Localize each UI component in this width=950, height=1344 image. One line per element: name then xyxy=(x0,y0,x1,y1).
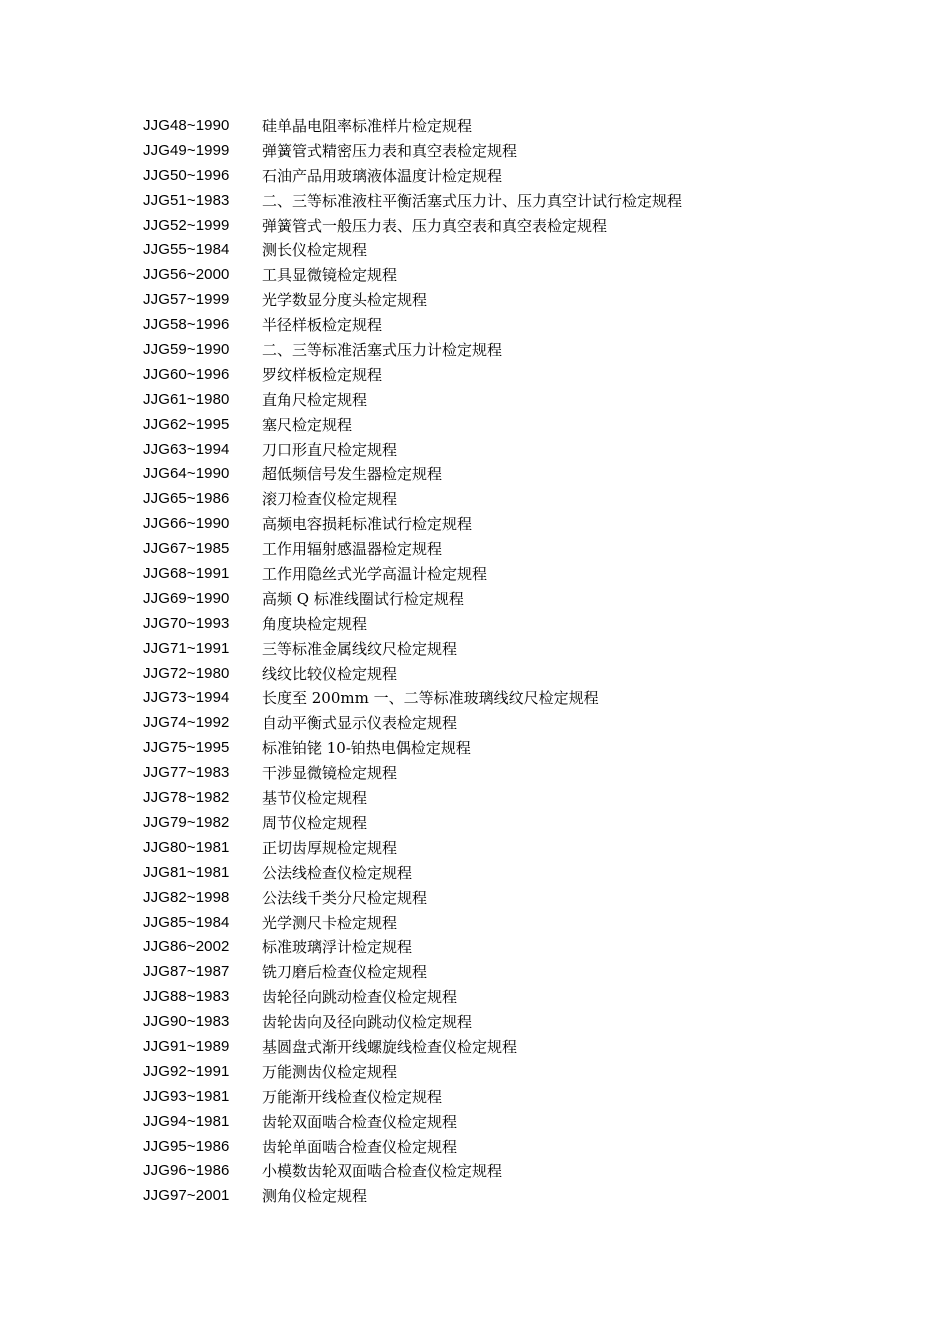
list-item xyxy=(143,686,682,711)
list-item xyxy=(143,189,682,214)
regulation-code: JJG82~1998 xyxy=(143,888,230,906)
regulation-title: 测角仪检定规程 xyxy=(262,1187,368,1206)
regulation-code: JJG86~2002 xyxy=(143,938,230,956)
regulation-title: 工作用隐丝式光学高温计检定规程 xyxy=(262,565,488,584)
regulation-title: 齿轮双面啮合检查仪检定规程 xyxy=(262,1112,458,1131)
regulation-title: 弹簧管式一般压力表、压力真空表和真空表检定规程 xyxy=(262,216,608,235)
regulation-code: JJG61~1980 xyxy=(143,390,230,408)
list-item xyxy=(143,1085,682,1110)
regulation-title: 高频电容损耗标准试行检定规程 xyxy=(262,515,473,534)
regulation-code: JJG91~1989 xyxy=(143,1037,230,1055)
list-item xyxy=(143,562,682,587)
regulation-code: JJG92~1991 xyxy=(143,1062,230,1080)
regulation-title: 自动平衡式显示仪表检定规程 xyxy=(262,714,458,733)
list-item xyxy=(143,711,682,736)
regulation-code: JJG80~1981 xyxy=(143,838,230,856)
regulation-title: 刀口形直尺检定规程 xyxy=(262,440,398,459)
regulation-code: JJG56~2000 xyxy=(143,266,230,284)
regulation-code: JJG88~1983 xyxy=(143,988,230,1006)
regulation-title: 光学测尺卡检定规程 xyxy=(262,913,398,932)
regulation-title: 小模数齿轮双面啮合检查仪检定规程 xyxy=(262,1162,503,1181)
list-item xyxy=(143,1010,682,1035)
list-item xyxy=(143,413,682,438)
list-item xyxy=(143,861,682,886)
regulation-code: JJG81~1981 xyxy=(143,863,230,881)
regulation-title: 万能渐开线检查仪检定规程 xyxy=(262,1087,443,1106)
regulation-code: JJG96~1986 xyxy=(143,1162,230,1180)
regulation-code: JJG60~1996 xyxy=(143,365,230,383)
list-item xyxy=(143,313,682,338)
regulation-title: 齿轮单面啮合检查仪检定规程 xyxy=(262,1137,458,1156)
list-item xyxy=(143,935,682,960)
list-item xyxy=(143,1159,682,1184)
regulation-title: 基节仪检定规程 xyxy=(262,789,368,808)
list-item xyxy=(143,139,682,164)
regulation-title: 三等标准金属线纹尺检定规程 xyxy=(262,639,458,658)
regulation-code: JJG72~1980 xyxy=(143,664,230,682)
regulation-code: JJG77~1983 xyxy=(143,764,230,782)
regulation-title: 正切齿厚规检定规程 xyxy=(262,838,398,857)
regulation-code: JJG52~1999 xyxy=(143,216,230,234)
list-item xyxy=(143,736,682,761)
regulation-code: JJG55~1984 xyxy=(143,241,230,259)
regulation-title: 角度块检定规程 xyxy=(262,614,368,633)
regulation-title: 弹簧管式精密压力表和真空表检定规程 xyxy=(262,141,518,160)
list-item xyxy=(143,1110,682,1135)
list-item xyxy=(143,911,682,936)
list-item xyxy=(143,238,682,263)
list-item xyxy=(143,438,682,463)
regulation-code: JJG97~2001 xyxy=(143,1187,230,1205)
regulation-title: 万能测齿仪检定规程 xyxy=(262,1062,398,1081)
regulation-title: 直角尺检定规程 xyxy=(262,390,368,409)
list-item xyxy=(143,662,682,687)
regulation-title: 石油产品用玻璃液体温度计检定规程 xyxy=(262,166,503,185)
list-item xyxy=(143,338,682,363)
regulation-title: 罗纹样板检定规程 xyxy=(262,365,383,384)
regulation-code: JJG58~1996 xyxy=(143,316,230,334)
regulation-code: JJG64~1990 xyxy=(143,465,230,483)
list-item xyxy=(143,886,682,911)
regulation-title: 二、三等标准液柱平衡活塞式压力计、压力真空计试行检定规程 xyxy=(262,191,683,210)
regulation-code: JJG71~1991 xyxy=(143,639,230,657)
list-item xyxy=(143,786,682,811)
regulation-title: 测长仪检定规程 xyxy=(262,241,368,260)
list-item xyxy=(143,637,682,662)
regulation-title: 半径样板检定规程 xyxy=(262,316,383,335)
regulation-title: 标准玻璃浮计检定规程 xyxy=(262,938,413,957)
regulation-title: 线纹比较仪检定规程 xyxy=(262,664,398,683)
list-item xyxy=(143,612,682,637)
regulation-title: 二、三等标准活塞式压力计检定规程 xyxy=(262,341,503,360)
regulation-code: JJG70~1993 xyxy=(143,614,230,632)
regulation-code: JJG49~1999 xyxy=(143,141,230,159)
regulation-title: 硅单晶电阻率标准样片检定规程 xyxy=(262,117,473,135)
regulation-code: JJG90~1983 xyxy=(143,1013,230,1031)
list-item xyxy=(143,587,682,612)
list-item xyxy=(143,388,682,413)
list-item xyxy=(143,1184,682,1209)
regulation-code: JJG75~1995 xyxy=(143,739,230,757)
regulation-code: JJG59~1990 xyxy=(143,341,230,359)
regulation-title: 齿轮齿向及径向跳动仪检定规程 xyxy=(262,1013,473,1032)
regulation-title: 公法线千类分尺检定规程 xyxy=(262,888,428,907)
regulation-title: 基圆盘式渐开线螺旋线检查仪检定规程 xyxy=(262,1037,518,1056)
list-item xyxy=(143,761,682,786)
list-item xyxy=(143,288,682,313)
regulation-title: 铣刀磨后检查仪检定规程 xyxy=(262,963,428,982)
list-item xyxy=(143,836,682,861)
regulation-code: JJG66~1990 xyxy=(143,515,230,533)
regulation-title: 标准铂铑 10-铂热电偶检定规程 xyxy=(262,739,471,758)
regulation-code: JJG94~1981 xyxy=(143,1112,230,1130)
list-item xyxy=(143,487,682,512)
regulation-title: 高频 Q 标准线圈试行检定规程 xyxy=(262,589,464,608)
regulation-title: 超低频信号发生器检定规程 xyxy=(262,465,443,484)
list-item xyxy=(143,214,682,239)
regulation-code: JJG87~1987 xyxy=(143,963,230,981)
regulation-title: 长度至 200mm 一、二等标准玻璃线纹尺检定规程 xyxy=(262,689,599,708)
regulation-code: JJG69~1990 xyxy=(143,589,230,607)
regulation-title: 周节仪检定规程 xyxy=(262,813,368,832)
regulation-code: JJG79~1982 xyxy=(143,813,230,831)
regulation-code: JJG57~1999 xyxy=(143,291,230,309)
list-item xyxy=(143,1060,682,1085)
regulation-code: JJG50~1996 xyxy=(143,166,230,184)
regulation-code: JJG95~1986 xyxy=(143,1137,230,1155)
regulation-title: 工作用辐射感温器检定规程 xyxy=(262,540,443,559)
regulation-title: 塞尺检定规程 xyxy=(262,415,353,434)
regulation-title: 公法线检查仪检定规程 xyxy=(262,863,413,882)
list-item xyxy=(143,960,682,985)
list-item xyxy=(143,363,682,388)
list-item xyxy=(143,811,682,836)
regulation-code: JJG65~1986 xyxy=(143,490,230,508)
regulation-title: 干涉显微镜检定规程 xyxy=(262,764,398,783)
list-item xyxy=(143,1135,682,1160)
regulation-code: JJG85~1984 xyxy=(143,913,230,931)
list-item xyxy=(143,263,682,288)
regulation-code: JJG51~1983 xyxy=(143,191,230,209)
list-item xyxy=(143,537,682,562)
list-item xyxy=(143,1035,682,1060)
regulation-code: JJG78~1982 xyxy=(143,789,230,807)
list-item xyxy=(143,114,682,139)
regulation-title: 滚刀检查仪检定规程 xyxy=(262,490,398,509)
regulation-list xyxy=(143,114,682,1209)
regulation-code: JJG67~1985 xyxy=(143,540,230,558)
list-item xyxy=(143,512,682,537)
regulation-code: JJG74~1992 xyxy=(143,714,230,732)
regulation-title: 光学数显分度头检定规程 xyxy=(262,291,428,310)
regulation-title: 工具显微镜检定规程 xyxy=(262,266,398,285)
regulation-code: JJG73~1994 xyxy=(143,689,230,707)
regulation-title: 齿轮径向跳动检查仪检定规程 xyxy=(262,988,458,1007)
regulation-code: JJG63~1994 xyxy=(143,440,230,458)
list-item xyxy=(143,462,682,487)
list-item xyxy=(143,164,682,189)
regulation-code: JJG48~1990 xyxy=(143,117,230,134)
regulation-code: JJG93~1981 xyxy=(143,1087,230,1105)
regulation-code: JJG68~1991 xyxy=(143,565,230,583)
list-item xyxy=(143,985,682,1010)
regulation-code: JJG62~1995 xyxy=(143,415,230,433)
